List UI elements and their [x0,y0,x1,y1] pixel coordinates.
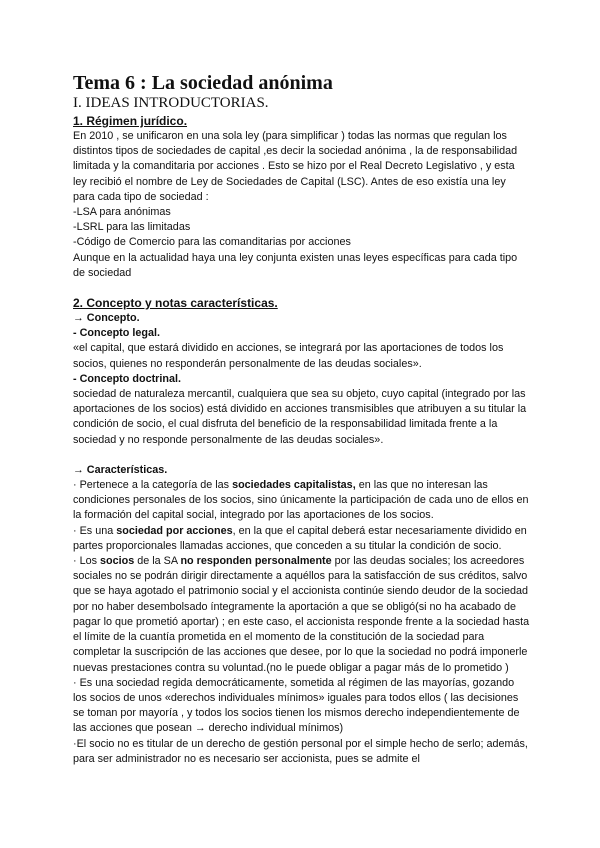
paragraph-caracteristica-5: ·El socio no es titular de un derecho de gestión personal por el simple hecho de serlo; además, para ser administrador no es necesario ser accionista, pues se admite el [73,737,528,765]
list-item: -LSRL para las limitadas [73,221,191,234]
spacer [73,281,530,296]
paragraph-closing: Aunque en la actualidad haya una ley conjunta existen unas leyes específicas para cada tipo de sociedad [73,251,518,279]
paragraph-regimen: En 2010 , se unificaron en una sola ley (para simplificar ) todas las normas que regulan los distintos tipos de sociedades de capital ,es decir la sociedad anónima , la de responsabilidad limitada y la comanditaria por acciones . Esto se hizo por el Real Decreto Legislativo , y esta ley recibió el nombre de Ley de Sociedades de Capital (LSC). Antes de eso existía una ley para cada tipo de sociedad : [73,130,518,203]
paragraph-caracteristica-4: · Es una sociedad regida democráticamente, sometida al régimen de las mayorías, gozando los socios de unos «derechos individuales mínimos» iguales para todos ellos ( las decisiones se toman por mayoría , y todos los socios tienen los mismos derecho independientemente de las acciones que posean → derecho individual mínimos) [73,676,520,735]
paragraph-concepto-legal: «el capital, que estará dividido en acciones, se integrará por las aportaciones de todos los socios, quienes no responderán personalmente de las deudas sociales». [73,342,504,370]
label-caracteristicas: → Características. [73,463,168,476]
document-title: Tema 6 : La sociedad anónima [73,72,333,94]
list-item: -LSA para anónimas [73,206,171,219]
label-concepto-legal: - Concepto legal. [73,327,160,340]
heading-concepto-notas: 2. Concepto y notas características. [73,296,278,311]
paragraph-concepto-doctrinal: sociedad de naturaleza mercantil, cualquiera que sea su objeto, cuyo capital (integrado por las aportaciones de los socios) está dividido en acciones transmisibles que atribuyen a su titular la condición de socio, el cual disfruta del beneficio de la responsabilidad limitada frente a la sociedad y no responde personalmente de las deudas sociales». [73,388,527,446]
section-heading-ideas: I. IDEAS INTRODUCTORIAS. [73,95,269,111]
paragraph-caracteristica-3: · Los socios de la SA no responden personalmente por las deudas sociales; los acreedores sociales no se podrán dirigir directamente a aquéllos para la satisfacción de sus créditos, salvo que se haya agotado el patrimonio social y el accionista continúe siendo deudor de la sociedad por no haber desembolsado íntegramente la aportación a que se obligó(si no ha acabado de pagar lo que prometió aportar) ; en este caso, el accionista responde frente a la sociedad hasta el límite de la cuantía prometida en el momento de la constitución de la sociedad para completar la suscripción de las acciones que desee, por lo que la sociedad no podrá imponerle nuevas prestaciones contra su voluntad.(no le puede obligar a pagar más de lo prometido ) [73,555,530,674]
label-concepto-doctrinal: - Concepto doctrinal. [73,372,181,385]
spacer [73,448,530,463]
paragraph-caracteristica-1: · Pertenece a la categoría de las sociedades capitalistas, en las que no interesan las condiciones personales de los socios, sino únicamente la participación de cada uno de ellos en la formación del capital social, integrado por las aportaciones de los socios. [73,479,529,522]
heading-regimen-juridico: 1. Régimen jurídico. [73,114,188,128]
paragraph-caracteristica-2: · Es una sociedad por acciones, en la que el capital deberá estar necesariamente dividido en partes proporcionales llamadas acciones, que conceden a su titular la condición de socio. [73,524,527,552]
label-concepto: → Concepto. [73,312,140,325]
list-item: -Código de Comercio para las comanditarias por acciones [73,236,351,249]
